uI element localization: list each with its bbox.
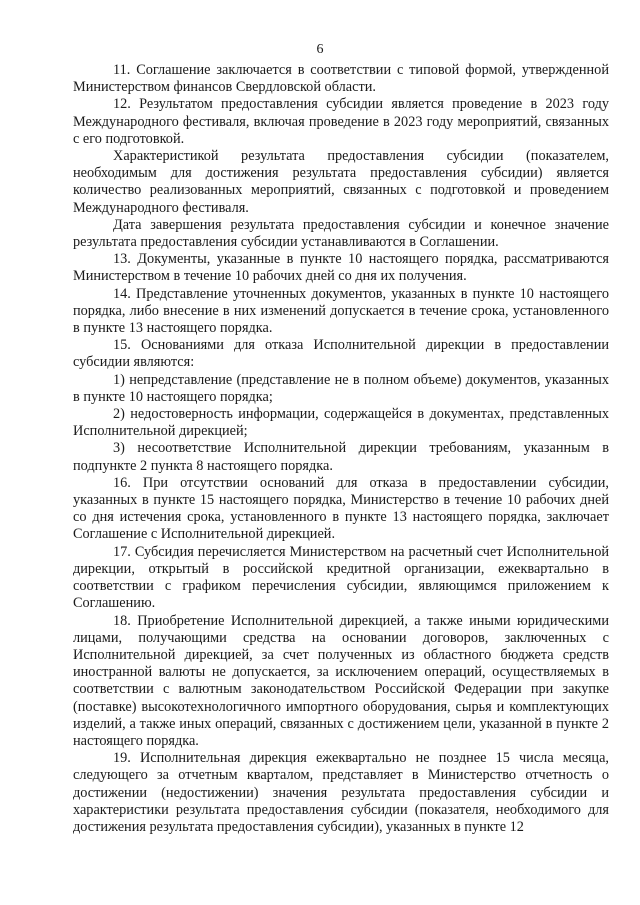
paragraph-12: 12. Результатом предоставления субсидии является проведение в 2023 году Международного фестиваля, включая проведение в 2023 году мероприятий, связанных с его подготовкой.: [73, 96, 609, 147]
paragraph-19: 19. Исполнительная дирекция ежеквартально не позднее 15 числа месяца, следующего за отчетным кварталом, представляет в Министерство отчетность о достижении (недостижении) значения результата предоставления субсидии и характеристики результата предоставления субсидии (показателя, необходимого для достижения результата предоставления субсидии), указанных в пункте 12: [73, 750, 609, 835]
paragraph-15-item-1: 1) непредставление (представление не в полном объеме) документов, указанных в пункте 10 настоящего порядка;: [73, 371, 609, 405]
document-body: [73, 62, 609, 836]
paragraph-18: 18. Приобретение Исполнительной дирекцией, а также иными юридическими лицами, получающими средства на основании договоров, заключенных с Исполнительной дирекцией, за счет полученных из областного бюджета средств иностранной валюты не допускается, за исключением операций, осуществляемых в соответствии с валютным законодательством Российской Федерации при закупке (поставке) высокотехнологичного импортного оборудования, сырья и комплектующих изделий, а также иных операций, связанных с достижением цели, указанной в пункте 2 настоящего порядка.: [73, 612, 609, 749]
paragraph-13: 13. Документы, указанные в пункте 10 настоящего порядка, рассматриваются Министерством в течение 10 рабочих дней со дня их получения.: [73, 251, 609, 285]
paragraph-12-completion-date: Дата завершения результата предоставления субсидии и конечное значение результата предоставления субсидии устанавливаются в Соглашении.: [73, 216, 609, 251]
paragraph-12-characteristic: Характеристикой результата предоставления субсидии (показателем, необходимым для достижения результата предоставления субсидии) является количество реализованных мероприятий, связанных с подготовкой и проведением Международного фестиваля.: [73, 148, 609, 216]
paragraph-14: 14. Представление уточненных документов, указанных в пункте 10 настоящего порядка, либо внесение в них изменений допускается в течение срока, установленного в пункте 13 настоящего порядка.: [73, 285, 609, 337]
paragraph-15: 15. Основаниями для отказа Исполнительной дирекции в предоставлении субсидии являются:: [73, 337, 609, 371]
paragraph-11: 11. Соглашение заключается в соответствии с типовой формой, утвержденной Министерством финансов Свердловской области.: [73, 62, 609, 96]
paragraph-15-item-2: 2) недостоверность информации, содержащейся в документах, представленных Исполнительной дирекцией;: [73, 406, 609, 440]
paragraph-17: 17. Субсидия перечисляется Министерством на расчетный счет Исполнительной дирекции, открытый в российской кредитной организации, ежеквартально в соответствии с графиком перечисления субсидии, являющимся приложением к Соглашению.: [73, 543, 609, 612]
page-number: 6: [316, 42, 324, 57]
paragraph-16: 16. При отсутствии оснований для отказа в предоставлении субсидии, указанных в пункте 15 настоящего порядка, Министерство в течение 10 рабочих дней со дня истечения срока, установленного в пункте 13 настоящего порядка, заключает Соглашение с Исполнительной дирекцией.: [73, 474, 609, 543]
paragraph-15-item-3: 3) несоответствие Исполнительной дирекции требованиям, указанным в подпункте 2 пункта 8 настоящего порядка.: [73, 440, 609, 474]
